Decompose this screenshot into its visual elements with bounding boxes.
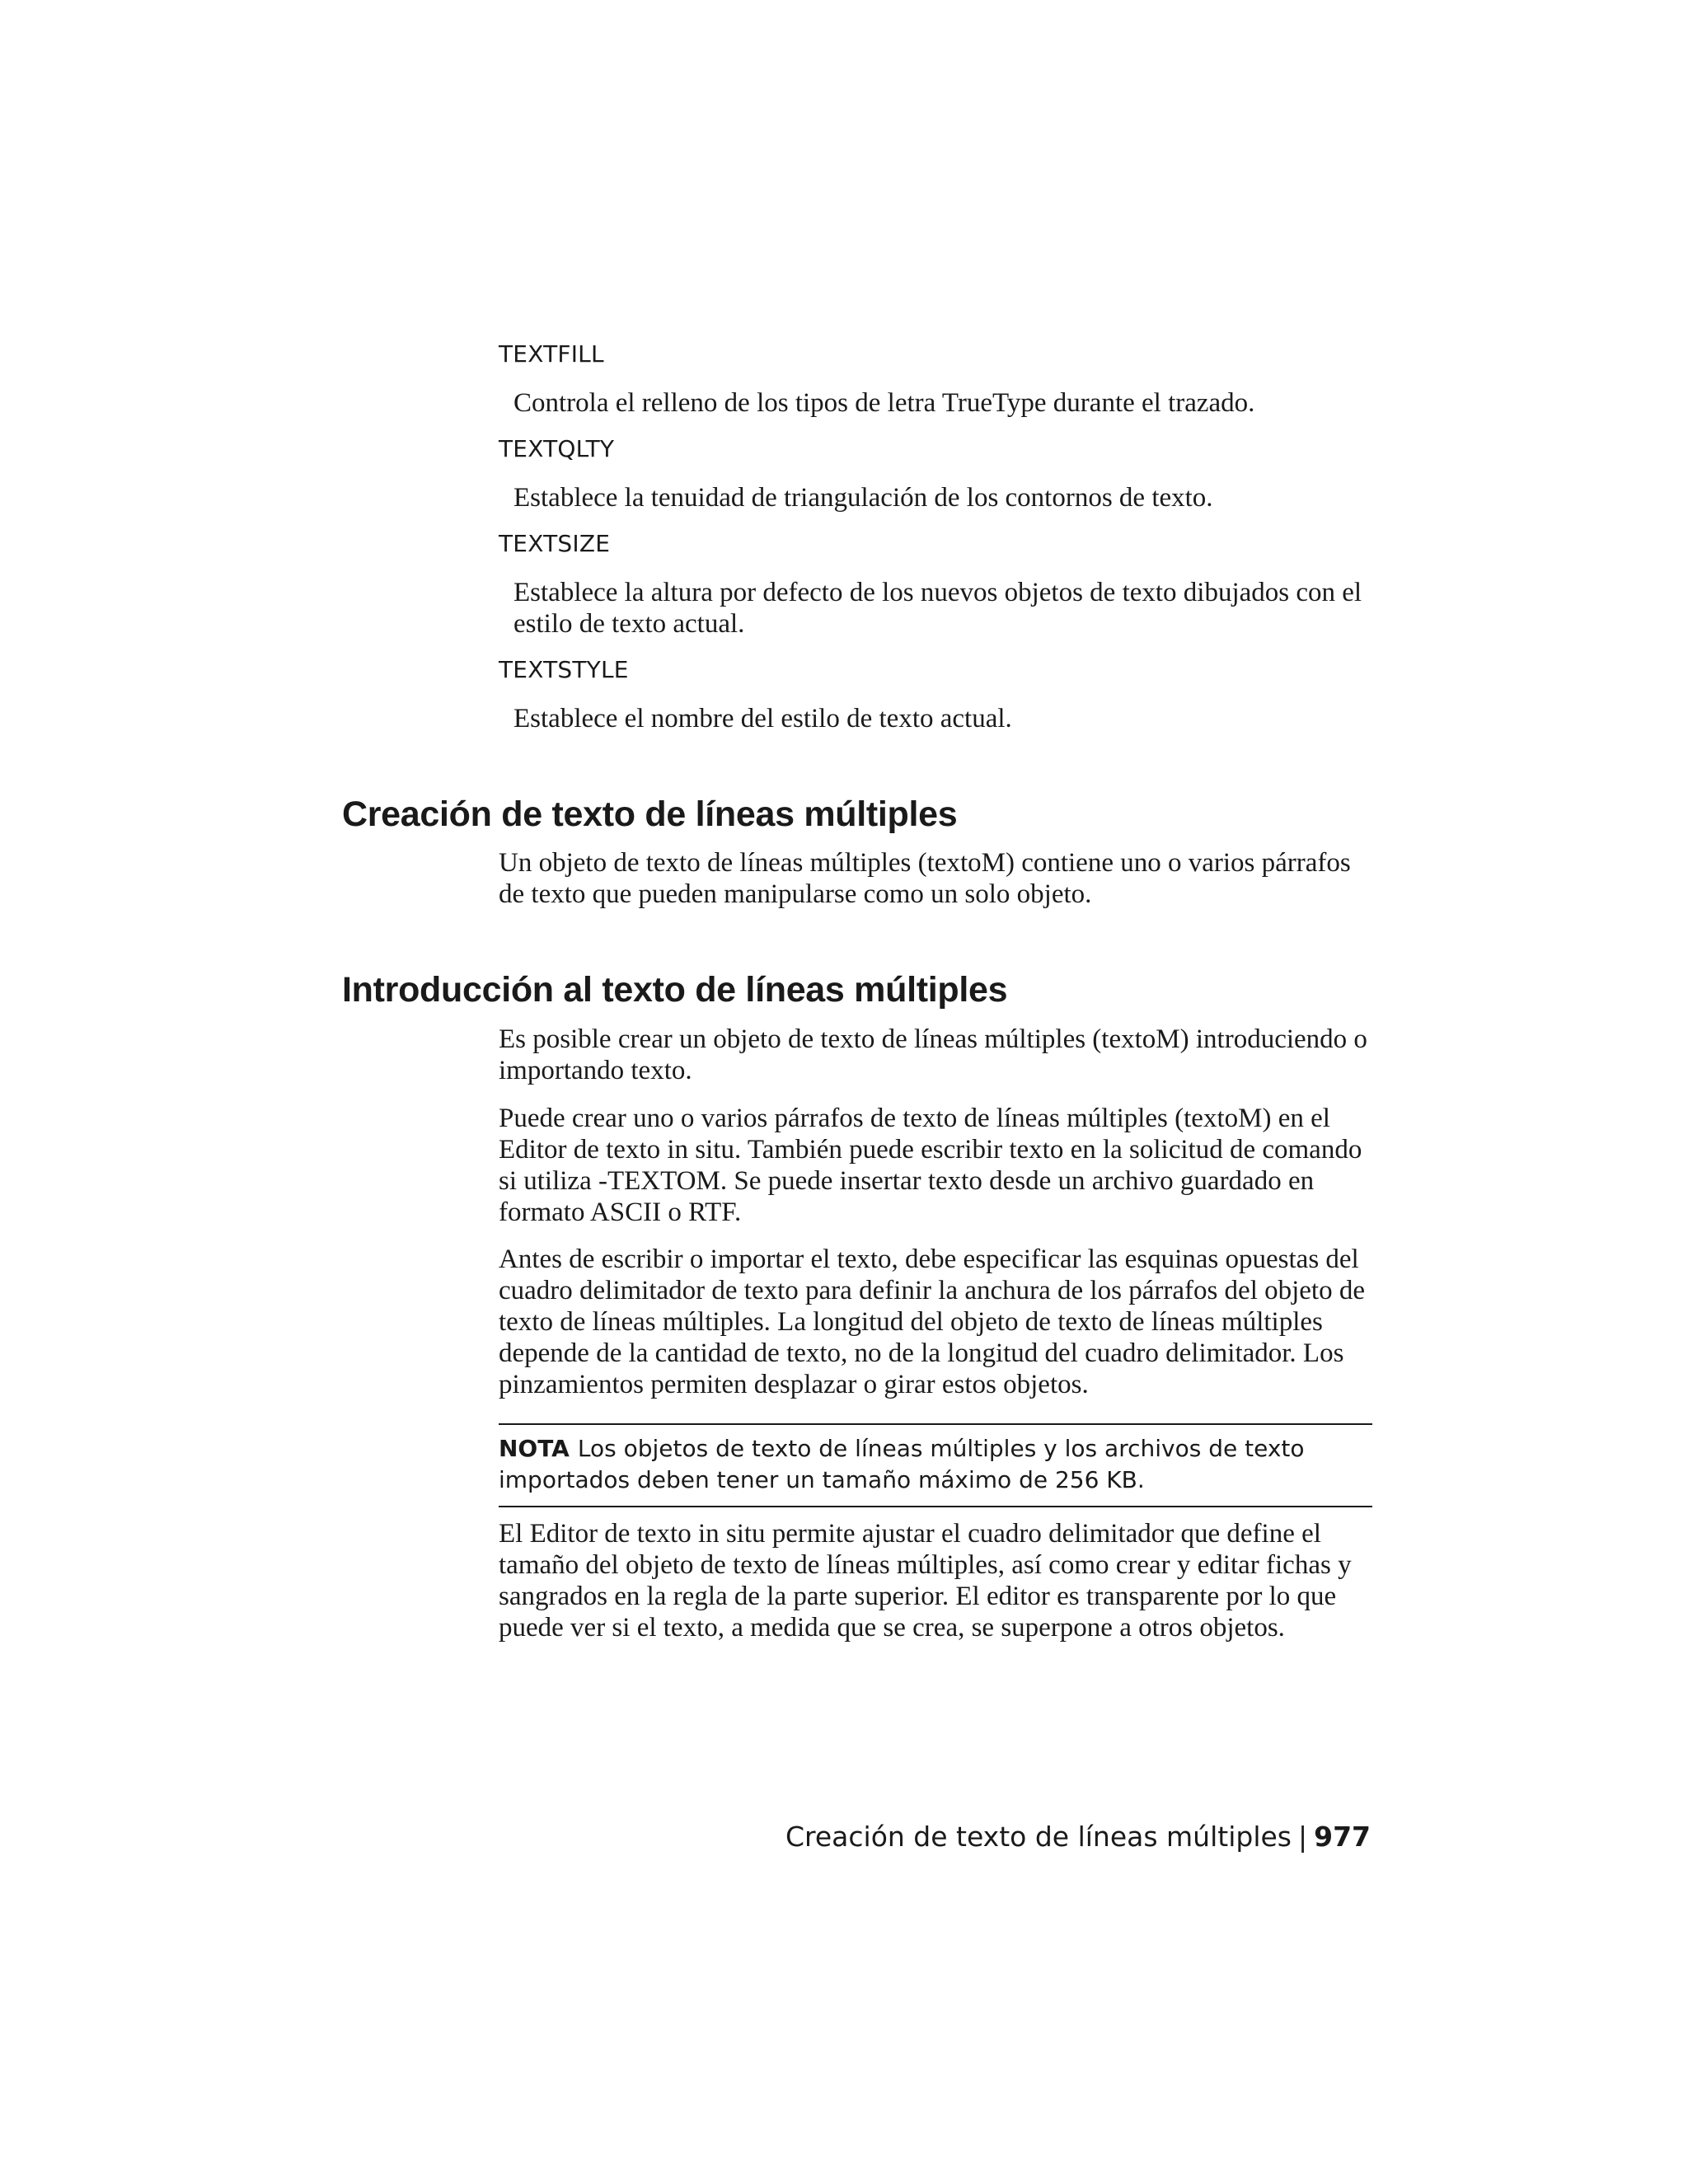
page-footer (785, 1820, 1371, 1854)
section-paragraph: Un objeto de texto de líneas múltiples (textoM) contiene uno o varios párrafos de texto que pueden manipularse como un solo objeto. (499, 848, 1351, 909)
variable-name: TEXTSIZE (499, 530, 611, 557)
section-paragraph: El Editor de texto in situ permite ajustar el cuadro delimitador que define el tamaño del objeto de texto de líneas múltiples, así como crear y editar fichas y sangrados en la regla de la parte superior. El editor es transparente por lo que puede ver si el texto, a medida que se crea, se superpone a otros objetos. (499, 1519, 1352, 1643)
variable-entry-textfill (499, 340, 1372, 419)
section-paragraph: Puede crear uno o varios párrafos de texto de líneas múltiples (textoM) en el Editor de texto in situ. También puede escribir texto en la solicitud de comando si utiliza -TEXTOM. Se puede insertar texto desde un archivo guardado en formato ASCII o RTF. (499, 1104, 1362, 1227)
variable-name: TEXTSTYLE (499, 656, 629, 683)
section-paragraph: Antes de escribir o importar el texto, debe especificar las esquinas opuestas del cuadro delimitador de texto para definir la anchura de los párrafos del objeto de texto de líneas múltiples. La longitud del objeto de texto de líneas múltiples depende de la cantidad de texto, no de la longitud del cuadro delimitador. Los pinzamientos permiten desplazar o girar estos objetos. (499, 1244, 1365, 1399)
variable-name: TEXTFILL (499, 340, 604, 368)
variable-description: Establece el nombre del estilo de texto actual. (513, 704, 1012, 733)
page-number: 977 (1314, 1821, 1371, 1853)
variable-entry-textsize (499, 529, 1372, 640)
variable-description: Establece la tenuidad de triangulación de los contornos de texto. (513, 483, 1213, 513)
variable-entry-textstyle (499, 655, 1372, 734)
section-paragraph: Es posible crear un objeto de texto de líneas múltiples (textoM) introduciendo o importando texto. (499, 1024, 1367, 1085)
note-label: NOTA (499, 1435, 570, 1462)
variable-description: Establece la altura por defecto de los nuevos objetos de texto dibujados con el estilo de texto actual. (513, 578, 1362, 639)
note-box (499, 1423, 1372, 1507)
footer-separator: | (1297, 1821, 1308, 1853)
section-heading-creacion: Creación de texto de líneas múltiples (342, 794, 958, 834)
running-title: Creación de texto de líneas múltiples (785, 1821, 1292, 1853)
variable-description: Controla el relleno de los tipos de letra TrueType durante el trazado. (513, 388, 1255, 418)
section-heading-introduccion: Introducción al texto de líneas múltiples (342, 970, 1008, 1010)
note-text: Los objetos de texto de líneas múltiples y los archivos de texto importados deben tener un tamaño máximo de 256 KB. (499, 1435, 1305, 1493)
variable-entry-textqlty (499, 434, 1372, 513)
variable-name: TEXTQLTY (499, 435, 615, 462)
